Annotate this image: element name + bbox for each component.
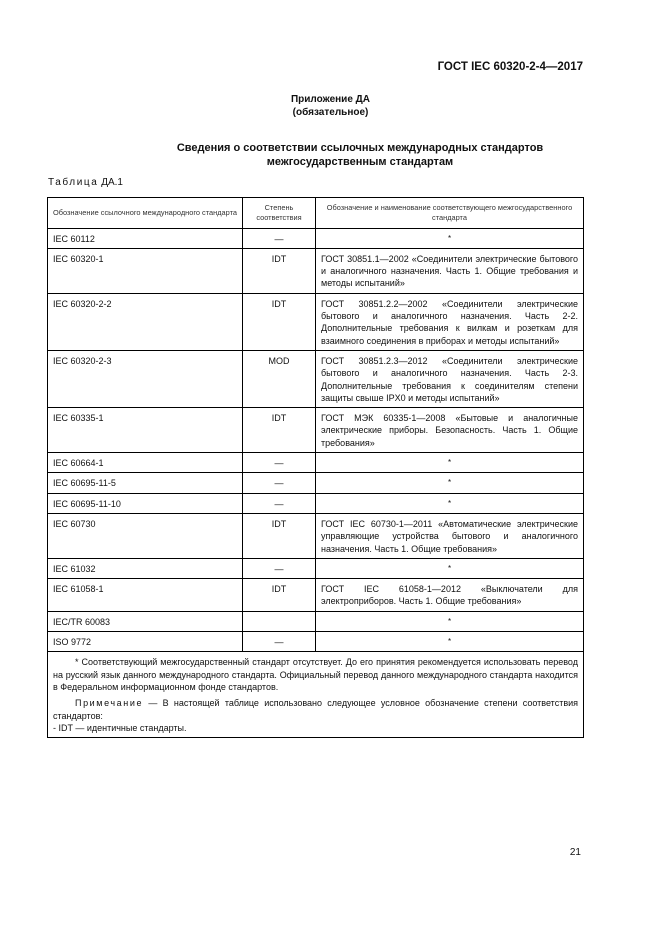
table-row [48, 248, 584, 293]
annex-subtitle: (обязательное) [292, 107, 369, 118]
table-footnote-cell [48, 652, 584, 738]
table-row [48, 611, 584, 631]
cell-reference: IEC 60695-11-10 [48, 493, 243, 513]
cell-degree: — [243, 493, 316, 513]
cell-degree [243, 611, 316, 631]
table-row [48, 493, 584, 513]
cell-reference: IEC 61058-1 [48, 579, 243, 612]
cell-reference: IEC 60320-1 [48, 248, 243, 293]
cell-reference: IEC 61032 [48, 558, 243, 578]
table-row [48, 632, 584, 652]
cell-degree: MOD [243, 350, 316, 407]
cell-reference: IEC 60730 [48, 513, 243, 558]
table-row [48, 473, 584, 493]
annex-title: Приложение ДА [290, 94, 371, 105]
table-row [48, 453, 584, 473]
cell-gost: * [316, 453, 584, 473]
section-title-line-2: межгосударственным стандартам [266, 156, 454, 168]
cell-degree: — [243, 473, 316, 493]
table-header-row [48, 198, 584, 229]
cell-reference: IEC 60320-2-3 [48, 350, 243, 407]
cell-gost: * [316, 632, 584, 652]
section-title [60, 141, 660, 169]
correspondence-table [47, 197, 584, 738]
table-row [48, 228, 584, 248]
cell-gost: ГОСТ IEC 61058-1—2012 «Выключатели для электроприборов. Часть 1. Общие требования» [316, 579, 584, 612]
table-footnote: * Соответствующий межгосударственный стандарт отсутствует. До его принятия рекомендуется использовать перевод на русский язык данного международного стандарта. Официальный перевод данного международного стандарта находится в Федеральном информационном фонде стандартов. [53, 657, 578, 692]
cell-reference: IEC/TR 60083 [48, 611, 243, 631]
table-footnote-row [48, 652, 584, 738]
column-header-gost: Обозначение и наименование соответствующего межгосударственного стандарта [316, 198, 584, 229]
cell-gost: * [316, 493, 584, 513]
cell-reference: IEC 60112 [48, 228, 243, 248]
page-number: 21 [569, 847, 581, 858]
table-row [48, 558, 584, 578]
table-caption-label: Таблица [48, 177, 99, 188]
cell-degree: — [243, 228, 316, 248]
cell-gost: * [316, 473, 584, 493]
cell-reference: IEC 60695-11-5 [48, 473, 243, 493]
table-caption [48, 177, 123, 188]
column-header-reference: Обозначение ссылочного международного стандарта [48, 198, 243, 229]
note-text: — В настоящей таблице использовано следующее условное обозначение степени соответствия стандартов: [53, 698, 578, 721]
cell-degree: — [243, 558, 316, 578]
cell-gost: ГОСТ 30851.1—2002 «Соединители электрические бытового и аналогичного назначения. Часть 1. Общие требования и методы испытаний» [316, 248, 584, 293]
cell-reference: IEC 60320-2-2 [48, 293, 243, 350]
cell-degree: IDT [243, 293, 316, 350]
note-label: Примечание [75, 698, 144, 709]
table-caption-number: ДА.1 [101, 177, 123, 188]
note-item: - IDT — идентичные стандарты. [53, 722, 187, 733]
cell-gost: ГОСТ IEC 60730-1—2011 «Автоматические электрические управляющие устройства бытового и аналогичного назначения. Часть 1. Общие требования» [316, 513, 584, 558]
table-row [48, 579, 584, 612]
table-body [48, 228, 584, 652]
annex-heading [0, 93, 661, 119]
cell-reference: IEC 60335-1 [48, 408, 243, 453]
table-row [48, 350, 584, 407]
cell-degree: IDT [243, 513, 316, 558]
cell-reference: ISO 9772 [48, 632, 243, 652]
cell-gost: ГОСТ 30851.2.2—2002 «Соединители электрические бытового и аналогичного назначения. Часть 2-2. Дополнительные требования к вилкам и розеткам для взаимного соединения в приборах и методы испытаний» [316, 293, 584, 350]
cell-degree: IDT [243, 408, 316, 453]
document-code: ГОСТ IEC 60320-2-4—2017 [437, 61, 583, 73]
cell-reference: IEC 60664-1 [48, 453, 243, 473]
cell-gost: ГОСТ 30851.2.3—2012 «Соединители электрические бытового и аналогичного назначения. Часть 2-3. Дополнительные требования к соединителям степени защиты свыше IPX0 и методы испытаний» [316, 350, 584, 407]
table-row [48, 513, 584, 558]
table-row [48, 408, 584, 453]
table-row [48, 293, 584, 350]
cell-gost: * [316, 558, 584, 578]
section-title-line-1: Сведения о соответствии ссылочных международных стандартов [176, 142, 544, 154]
table-note [53, 697, 578, 722]
cell-gost: ГОСТ МЭК 60335-1—2008 «Бытовые и аналогичные электрические приборы. Безопасность. Часть 1. Общие требования» [316, 408, 584, 453]
cell-gost: * [316, 228, 584, 248]
cell-degree: IDT [243, 248, 316, 293]
cell-degree: IDT [243, 579, 316, 612]
cell-degree: — [243, 632, 316, 652]
column-header-degree: Степень соответствия [243, 198, 316, 229]
cell-gost: * [316, 611, 584, 631]
cell-degree: — [243, 453, 316, 473]
